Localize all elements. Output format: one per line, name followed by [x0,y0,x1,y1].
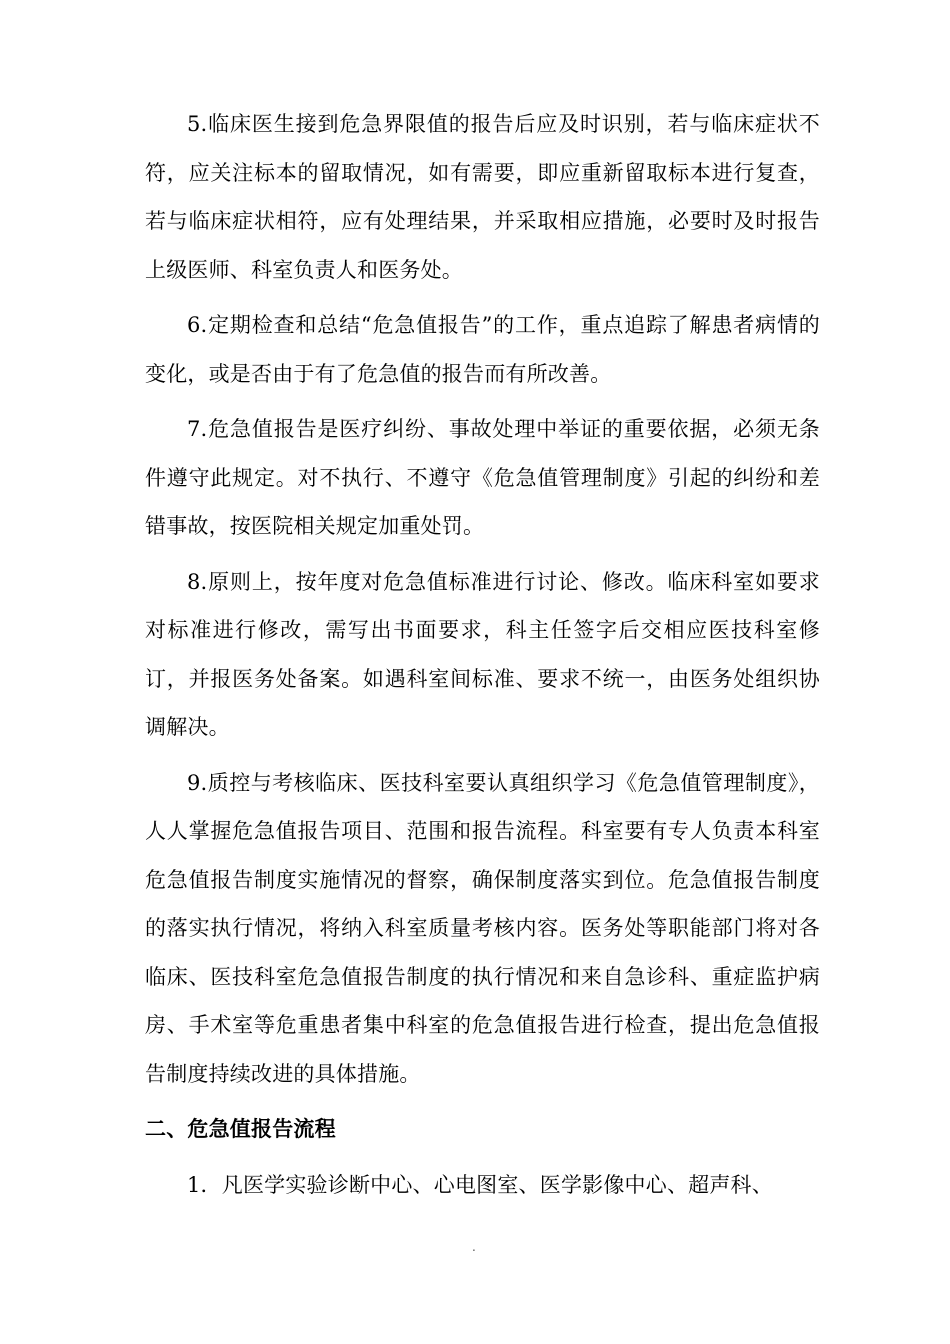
paragraph-7: 7.危急值报告是医疗纠纷、事故处理中举证的重要依据，必须无条件遵守此规定。对不执行、不遵守《危急值管理制度》引起的纠纷和差错事故，按医院相关规定加重处罚。 [145,417,820,538]
paragraph-6: 6.定期检查和总结“危急值报告”的工作，重点追踪了解患者病情的变化，或是否由于有了危急值的报告而有所改善。 [145,313,820,386]
paragraph-flow-1: 1．凡医学实验诊断中心、心电图室、医学影像中心、超声科、 [187,1172,773,1197]
section-heading: 二、危急值报告流程 [145,1117,336,1141]
paragraph-5: 5.临床医生接到危急界限值的报告后应及时识别，若与临床症状不符，应关注标本的留取情况，如有需要，即应重新留取标本进行复查，若与临床症状相符，应有处理结果，并采取相应措施，必要时及时报告上级医师、科室负责人和医务处。 [145,112,820,282]
paragraph-9: 9.质控与考核临床、医技科室要认真组织学习《危急值管理制度》，人人掌握危急值报告项目、范围和报告流程。科室要有专人负责本科室危急值报告制度实施情况的督察，确保制度落实到位。危急值报告制度的落实执行情况，将纳入科室质量考核内容。医务处等职能部门将对各临床、医技科室危急值报告制度的执行情况和来自急诊科、重症监护病房、手术室等危重患者集中科室的危急值报告进行检查，提出危急值报告制度持续改进的具体措施。 [145,770,820,1086]
footer-mark: . [472,1240,476,1254]
document-page [145,100,820,1216]
paragraph-8: 8.原则上，按年度对危急值标准进行讨论、修改。临床科室如要求对标准进行修改，需写出书面要求，科主任签字后交相应医技科室修订，并报医务处备案。如遇科室间标准、要求不统一，由医务处组织协调解决。 [145,569,820,739]
